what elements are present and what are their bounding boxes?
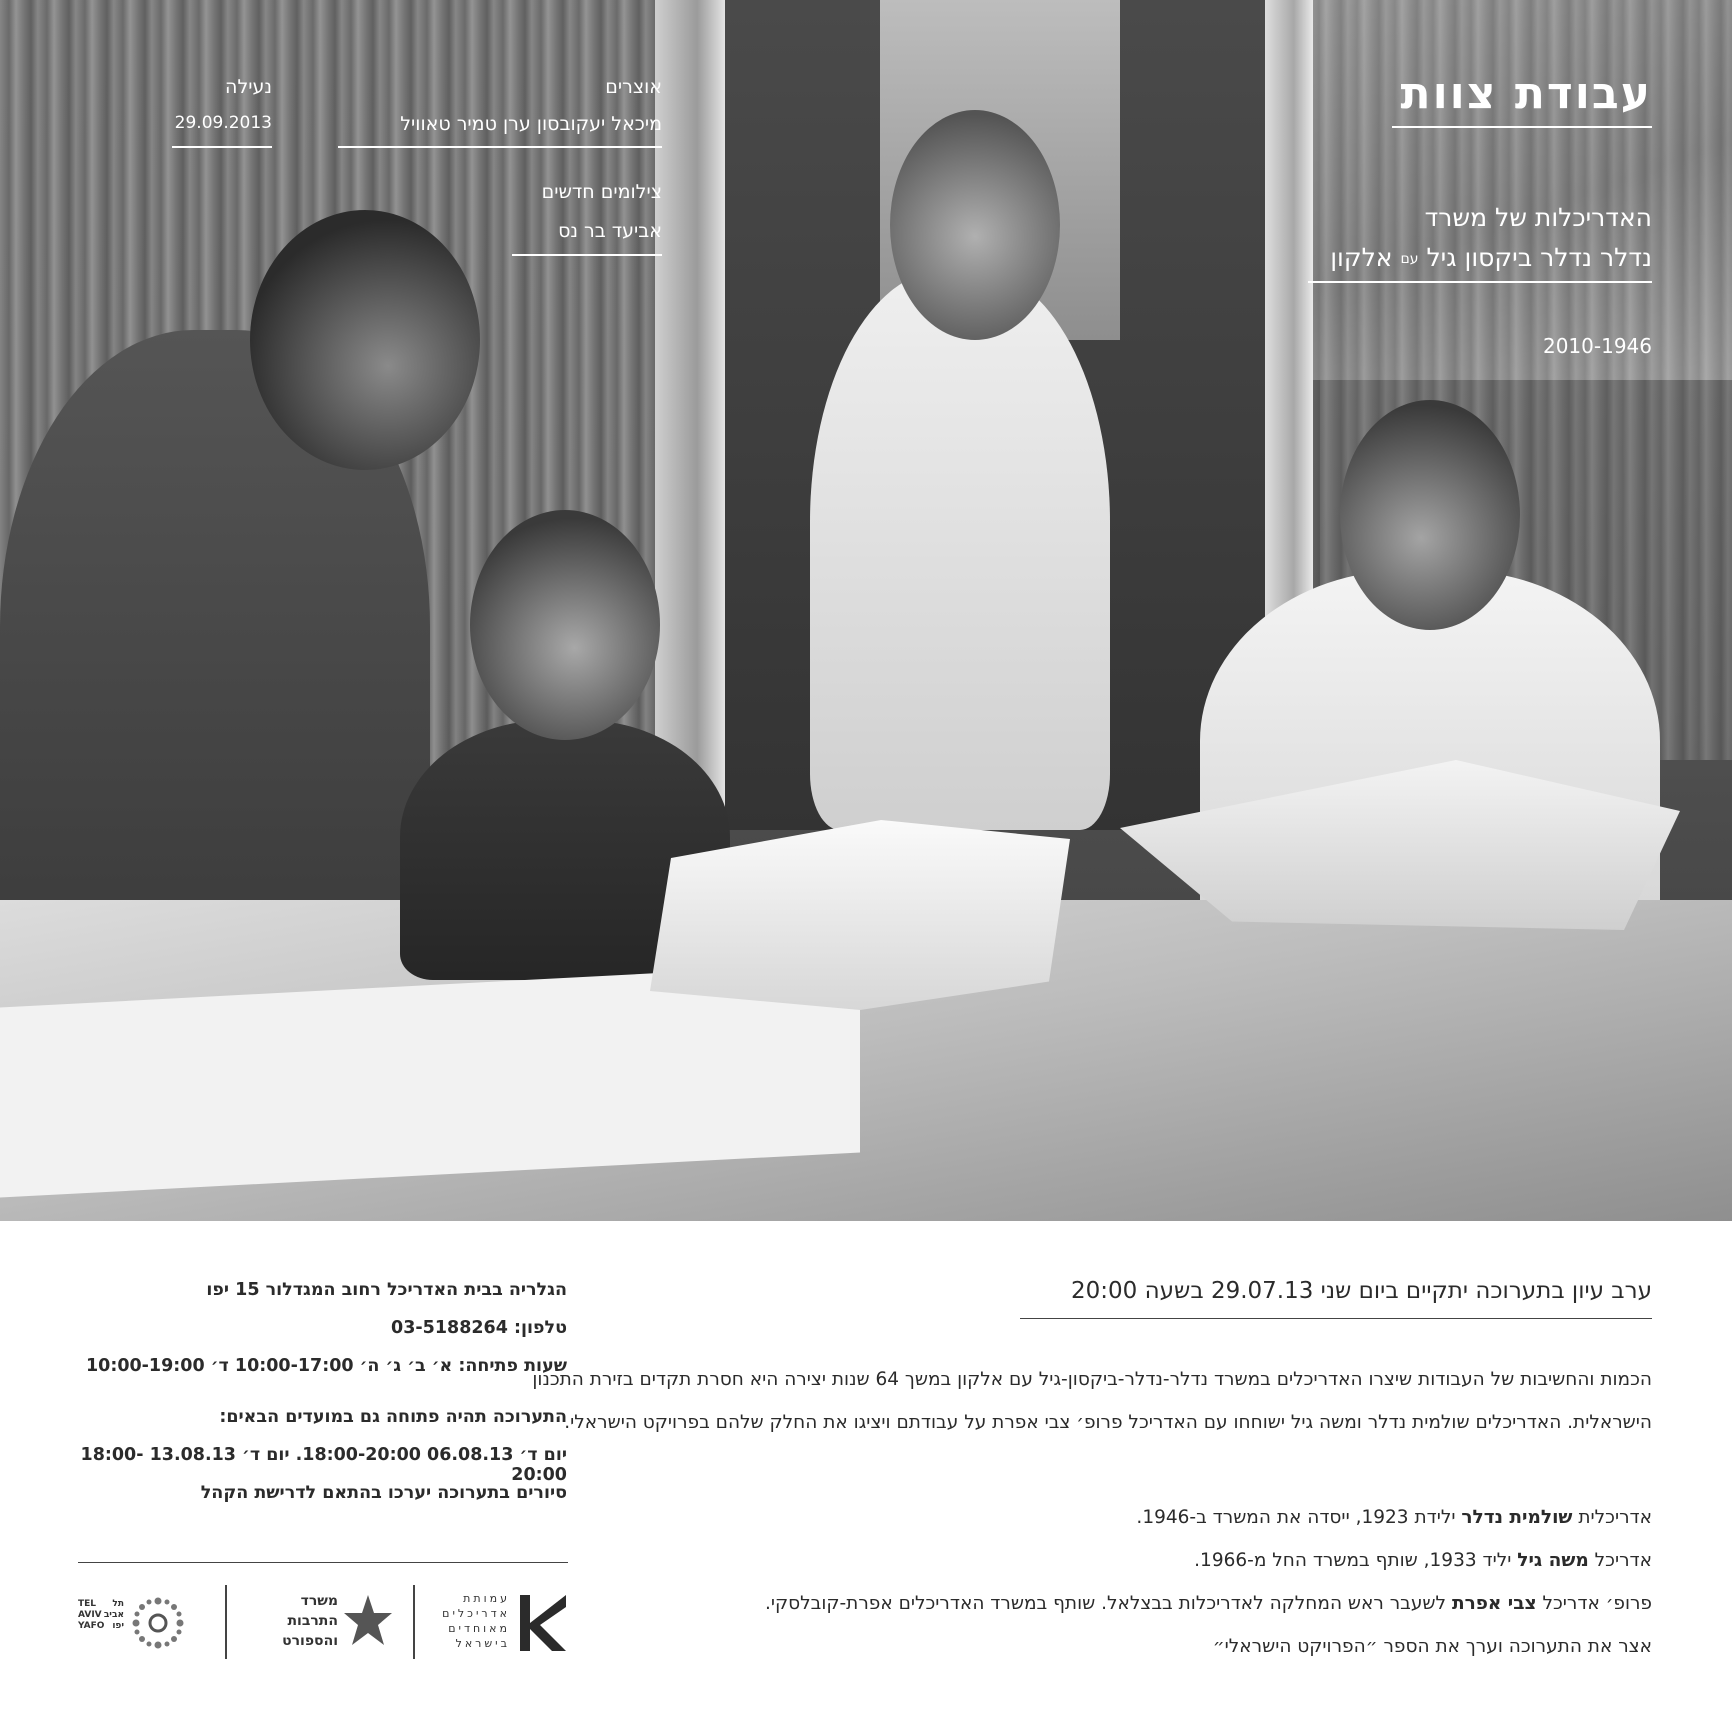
- curators-label: אוצרים: [605, 76, 662, 98]
- photographer-name: אביעד בר נס: [558, 220, 662, 242]
- event-title: ערב עיון בתערוכה יתקיים ביום שני 29.07.13 בשעה 20:00: [1071, 1278, 1652, 1304]
- subtitle-names: נדלר נדלר ביקסון גיל: [1426, 243, 1652, 272]
- tlv-en-line1: TEL: [78, 1599, 97, 1609]
- bio-name: צבי אפרת: [1451, 1593, 1537, 1614]
- sunburst-icon: [130, 1595, 186, 1651]
- figure-right-head: [1340, 400, 1520, 630]
- ministry-line1: משרד: [300, 1593, 338, 1609]
- bio-zvi: [532, 1594, 1652, 1614]
- logo-strip: [78, 1585, 568, 1665]
- title-rule: [1392, 126, 1652, 128]
- info-rule: [78, 1562, 568, 1563]
- event-paragraph: הכמות והחשיבות של העבודות שיצרו האדריכלים במשרד נדלר-נדלר-ביקסון-גיל עם אלקון במשך 64 שנות יצירה היא חסרת תקדים בזירת התכנון הישראלית. האדריכלים שולמית נדלר ומשה גיל ישוחחו עם האדריכל פרופ׳ צבי אפרת על עבודתם ויציגו את החלק שלהם בפרויקט הישראלי.: [532, 1369, 1652, 1433]
- ministry-line2: התרבות: [287, 1613, 338, 1629]
- subtitle-line1: האדריכלות של משרד: [1424, 203, 1652, 232]
- photos-label: צילומים חדשים: [541, 181, 662, 203]
- tlv-en-line2: AVIV: [78, 1610, 102, 1620]
- figure-left-head: [250, 210, 480, 470]
- curators-rule: [338, 146, 662, 148]
- ministry-line3: והספורט: [282, 1633, 338, 1649]
- closing-label: נעילה: [225, 76, 272, 98]
- curators-names: מיכאל יעקובסון ערן טמיר טאוויל: [400, 113, 662, 135]
- closing-date: 29.09.2013: [174, 113, 272, 133]
- exhibition-title: עבודת צוות: [1400, 68, 1652, 119]
- association-mark-icon: [518, 1593, 568, 1653]
- photos-rule: [512, 254, 662, 256]
- closing-rule: [172, 146, 272, 148]
- subtitle-with: עם: [1400, 251, 1419, 267]
- bio-text: אצר את התערוכה וערך את הספר ״הפרויקט הישראלי״: [1212, 1636, 1652, 1657]
- figure-seated-head: [470, 510, 660, 740]
- extra-dates-title: התערוכה תהיה פתוחה גם במועדים הבאים:: [219, 1407, 567, 1427]
- gallery-phone: טלפון: 03-5188264: [391, 1318, 567, 1338]
- bio-moshe: [532, 1551, 1652, 1571]
- window-frame-left: [655, 0, 725, 830]
- tours-note: סיורים בתערוכה יערכו בהתאם לדרישת הקהל: [200, 1483, 567, 1503]
- subtitle-alkon: אלקון: [1330, 243, 1393, 272]
- figure-standing-body: [810, 270, 1110, 830]
- bio-name: משה גיל: [1517, 1550, 1589, 1571]
- tlv-english: [78, 1599, 104, 1632]
- gallery-address: הגלריה בבית האדריכל רחוב המגדלור 15 יפו: [206, 1280, 567, 1300]
- logo-divider: [225, 1585, 227, 1659]
- bio-zvi-cont: [532, 1637, 1652, 1657]
- tlv-logo: [78, 1585, 188, 1665]
- association-logo: [442, 1585, 568, 1665]
- figure-standing-head: [890, 110, 1060, 340]
- star-icon: [342, 1593, 394, 1653]
- tlv-hebrew: תל אביב יפו: [103, 1599, 124, 1631]
- association-name: עמותת אדריכלים מאוחדים בישראל: [442, 1592, 510, 1650]
- event-rule: [1020, 1318, 1652, 1319]
- bio-text: יליד 1933, שותף במשרד החל מ-1966.: [1194, 1550, 1518, 1571]
- bio-prefix: אדריכל: [1588, 1550, 1652, 1571]
- subtitle-rule: [1308, 281, 1652, 283]
- bio-shulamit: [532, 1508, 1652, 1528]
- gallery-hours: שעות פתיחה: א׳ ב׳ ג׳ ה׳ 10:00-17:00 ד׳ 10:00-19:00: [85, 1356, 567, 1376]
- bio-text: ילידת 1923, ייסדה את המשרד ב-1946.: [1136, 1507, 1462, 1528]
- subtitle-line2: [1212, 243, 1652, 272]
- bio-text: לשעבר ראש המחלקה לאדריכלות בבצלאל. שותף במשרד האדריכלים אפרת-קובלסקי.: [764, 1593, 1452, 1614]
- tlv-en-line3: YAFO: [78, 1621, 105, 1631]
- logo-divider: [413, 1585, 415, 1659]
- ministry-logo: [258, 1585, 398, 1665]
- years-range: 2010-1946: [1542, 334, 1652, 358]
- bio-prefix: פרופ׳ אדריכל: [1536, 1593, 1652, 1614]
- bio-name: שולמית נדלר: [1461, 1507, 1573, 1528]
- extra-dates: יום ד׳ 06.08.13 18:00-20:00. יום ד׳ 13.08.13 18:00-20:00: [80, 1445, 567, 1485]
- bio-prefix: אדריכלית: [1572, 1507, 1652, 1528]
